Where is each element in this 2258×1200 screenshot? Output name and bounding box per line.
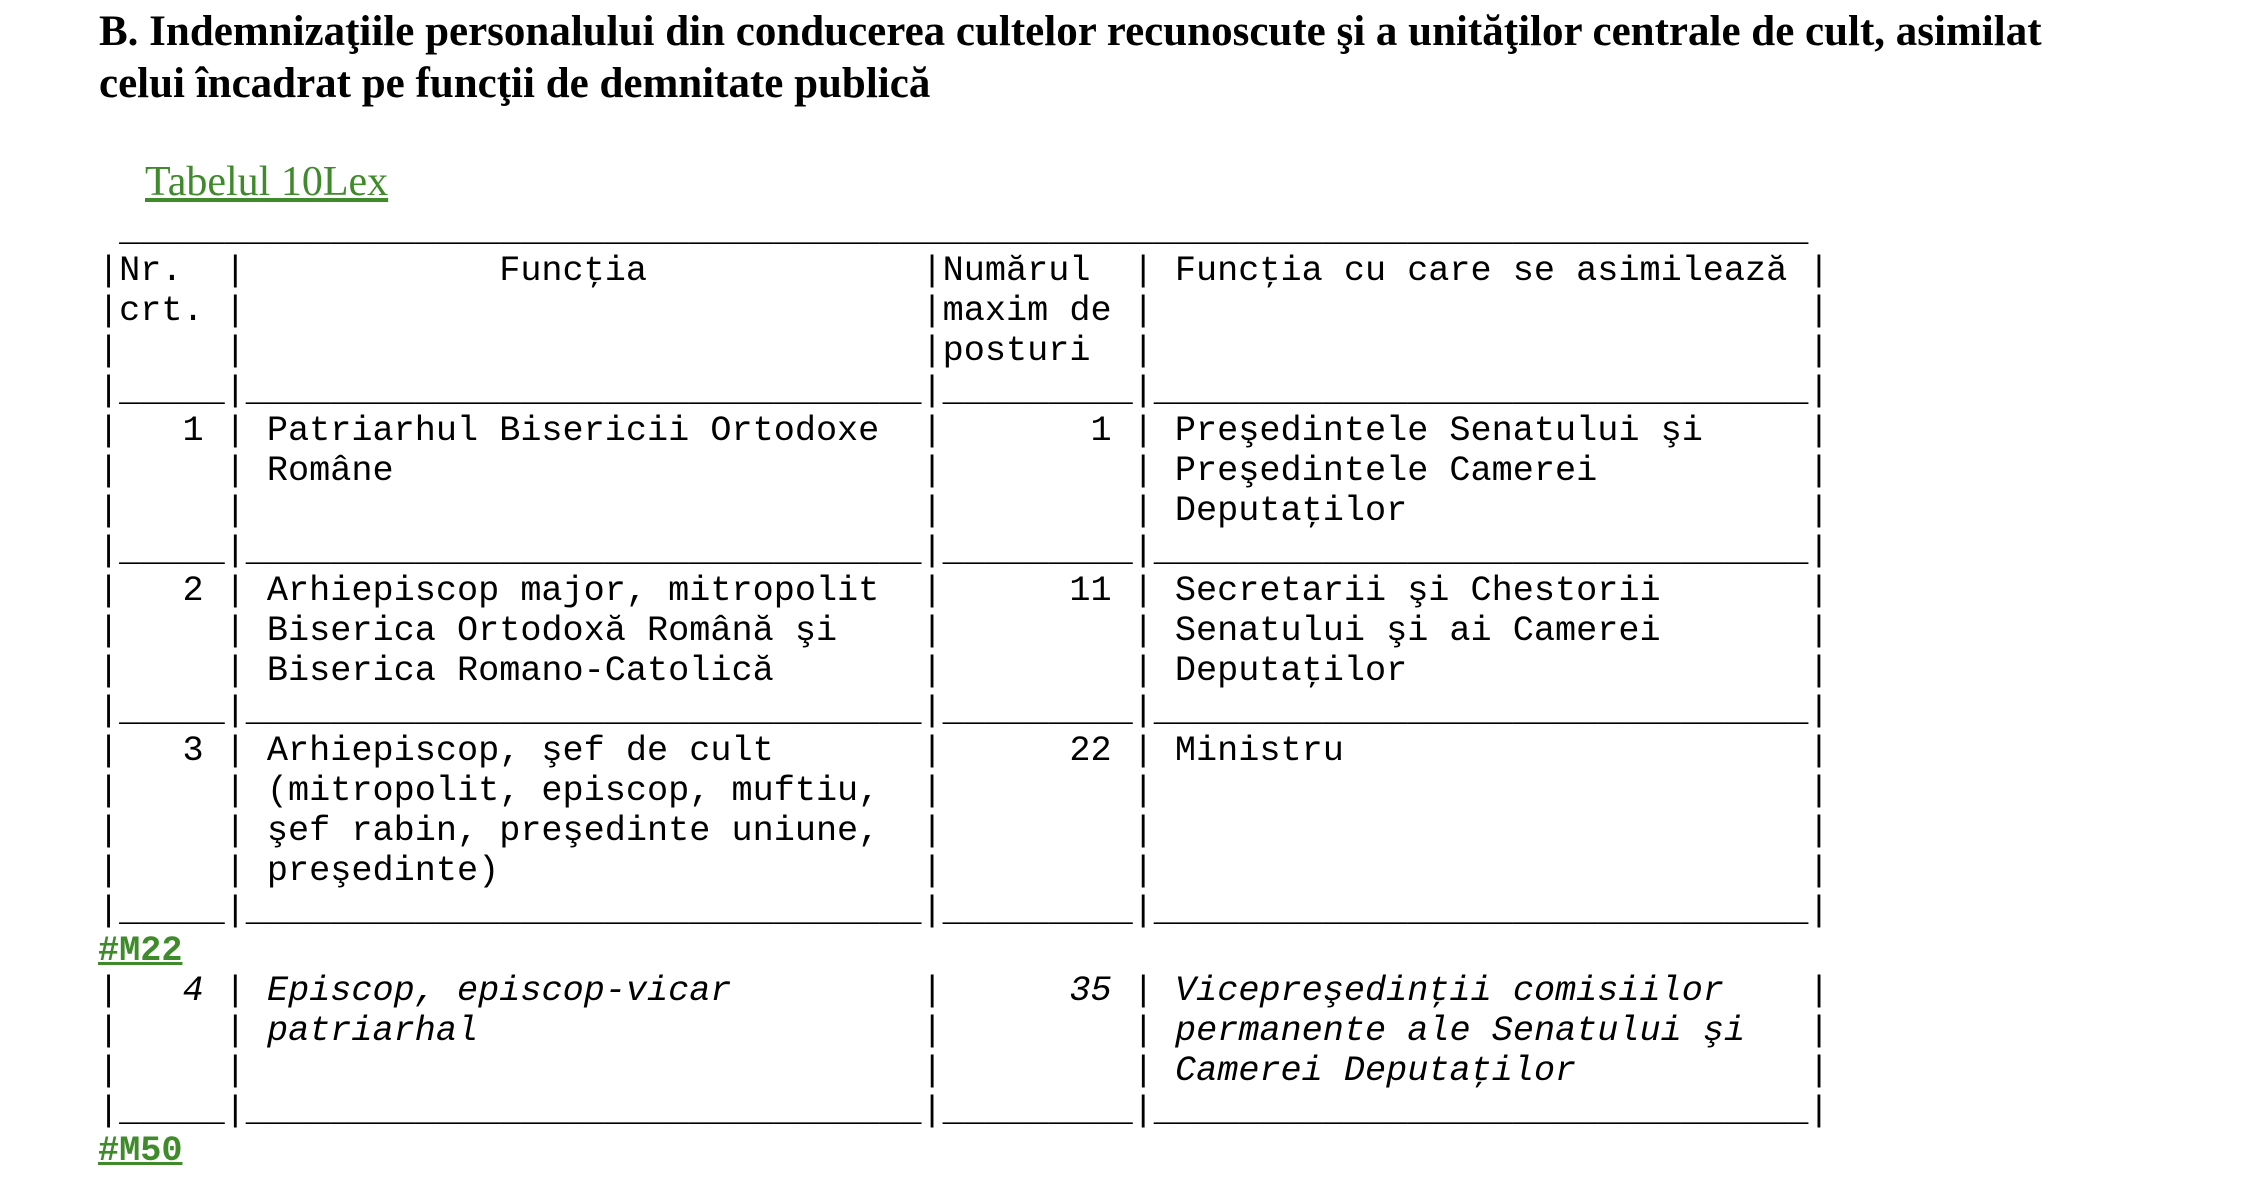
section-heading	[99, 6, 2219, 110]
heading-line-2: celui încadrat pe funcţii de demnitate publică	[99, 60, 931, 107]
amendment-marker[interactable]: #M22	[98, 931, 183, 971]
ascii-table: ________________________________________________________________________________ |Nr. | Funcţia |Numărul | Funcţia cu care se asimilează | |crt. | |maxim de | | | | |posturi | | |_____|________________________________|_________|_______________________________| | 1 | Patriarhul Bisericii Ortodoxe | 1 | Preşedintele Senatului şi | | | Române | | Preşedintele Camerei | | | | | Deputaţilor | |_____|________________________________|_________|_______________________________| | 2 | Arhiepiscop major, mitropolit | 11 | Secretarii şi Chestorii | | | Biserica Ortodoxă Română şi | | Senatului şi ai Camerei | | | Biserica Romano-Catolică | | Deputaţilor | |_____|________________________________|_________|_______________________________| | 3 | Arhiepiscop, şef de cult | 22 | Ministru | | | (mitropolit, episcop, muftiu, | | | | | şef rabin, preşedinte uniune, | | | | | preşedinte) | | | |_____|________________________________|_________|_______________________________| #M22 | 4 | Episcop, episcop-vicar | 35 | Vicepreşedinţii comisiilor | | | patriarhal | | permanente ale Senatului şi | | | | | Camerei Deputaţilor | |_____|________________________________|_________|_______________________________| #M50	[98, 211, 1830, 1171]
table-10-link[interactable]: Tabelul 10Lex	[145, 159, 389, 205]
amendment-marker[interactable]: #M50	[98, 1131, 183, 1171]
heading-line-1: B. Indemnizaţiile personalului din conducerea cultelor recunoscute şi a unităţilor centrale de cult, asimilat	[99, 8, 2042, 55]
